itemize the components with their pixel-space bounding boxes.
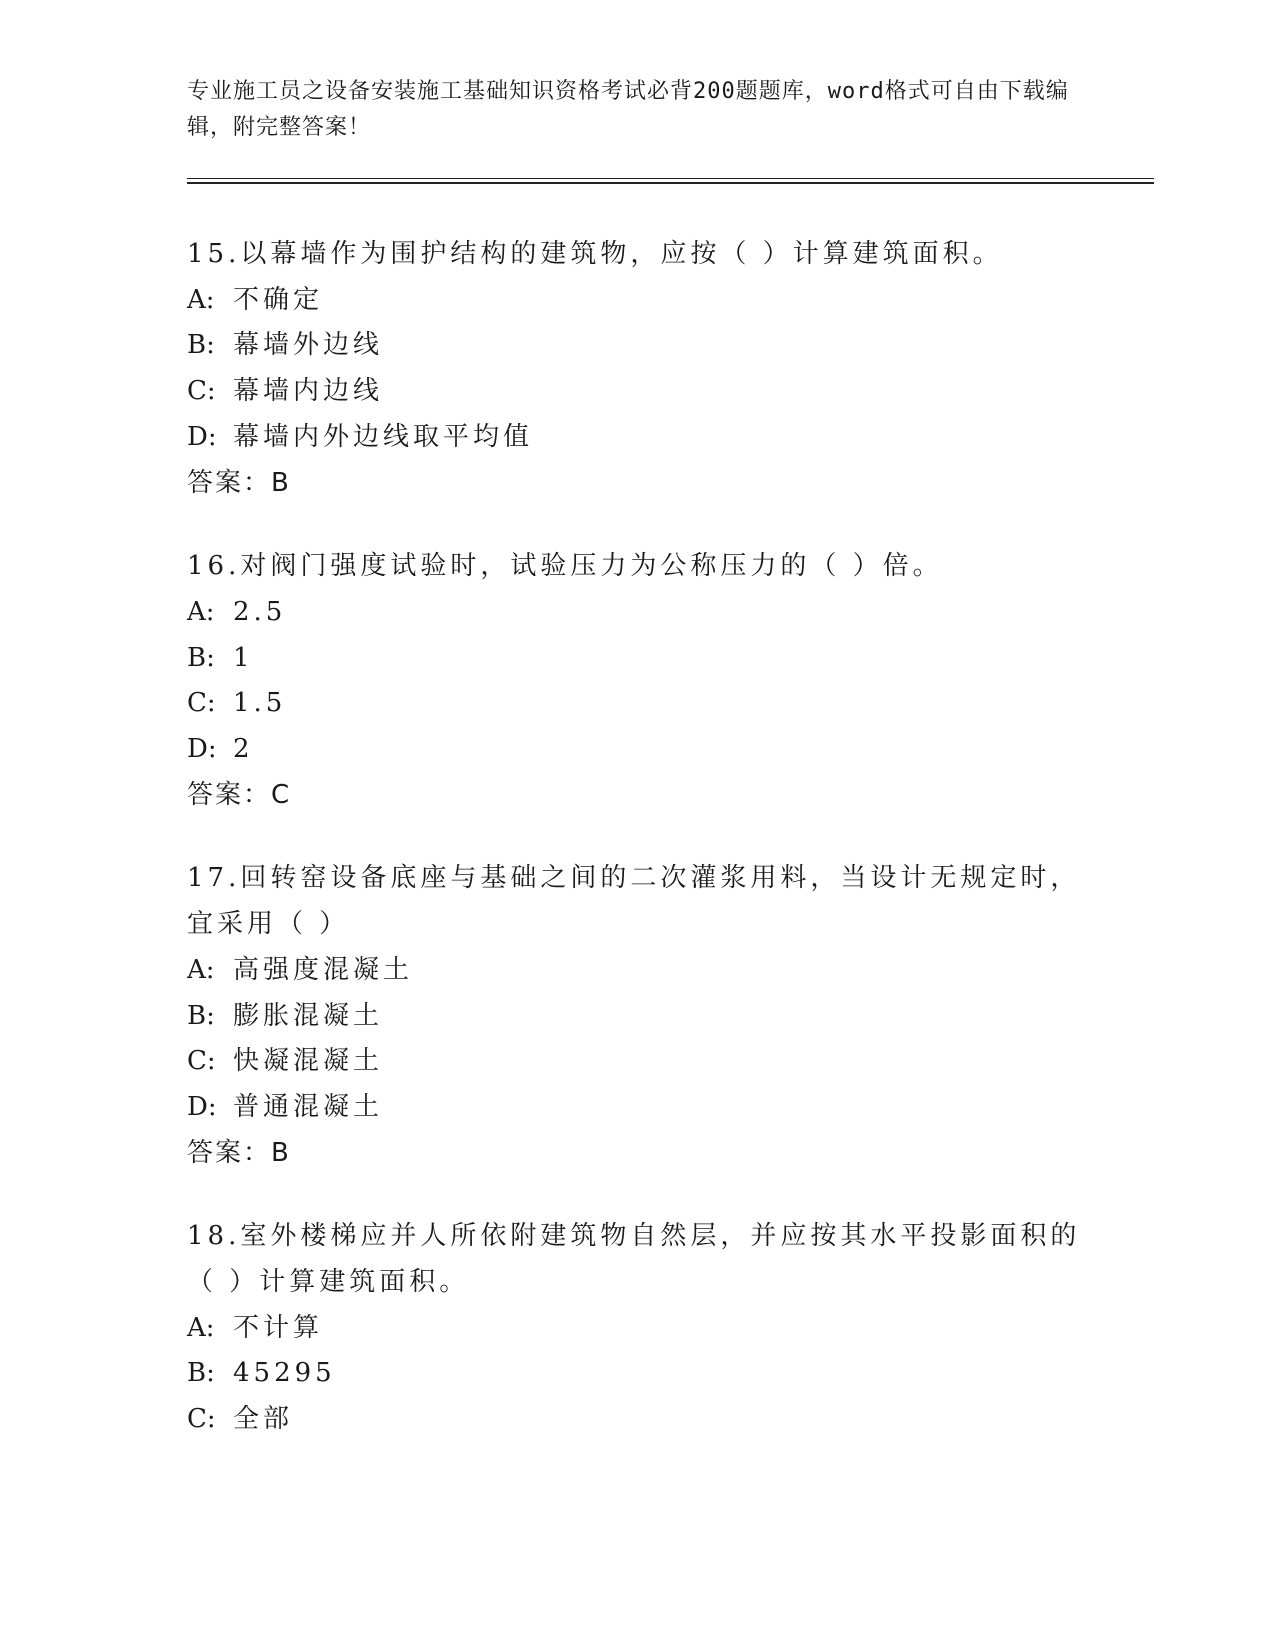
question-15 bbox=[187, 232, 1087, 506]
answer-line: 答案：C bbox=[187, 779, 292, 810]
option-label: A: bbox=[187, 596, 215, 627]
option-label: C: bbox=[187, 688, 216, 719]
option-text: 1 bbox=[233, 642, 254, 673]
option-label: C: bbox=[187, 1404, 216, 1435]
header-divider-thin bbox=[187, 178, 1154, 179]
option-text: 不确定 bbox=[233, 284, 324, 315]
option-c bbox=[187, 1039, 1087, 1085]
option-text: 幕墙外边线 bbox=[233, 330, 384, 361]
question-18 bbox=[187, 1214, 1087, 1443]
option-label: D: bbox=[187, 421, 217, 452]
question-stem: 17.回转窑设备底座与基础之间的二次灌浆用料，当设计无规定时，宜采用（ ） bbox=[187, 863, 1081, 940]
option-text: 1.5 bbox=[233, 688, 287, 719]
answer-line: 答案：B bbox=[187, 1137, 291, 1168]
option-label: B: bbox=[187, 1000, 215, 1031]
option-d bbox=[187, 415, 1087, 461]
question-list bbox=[187, 232, 1087, 1481]
question-stem: 16.对阀门强度试验时，试验压力为公称压力的（ ）倍。 bbox=[187, 551, 943, 582]
option-a bbox=[187, 948, 1087, 994]
option-label: B: bbox=[187, 642, 215, 673]
option-text: 膨胀混凝土 bbox=[233, 1000, 384, 1031]
question-16 bbox=[187, 544, 1087, 818]
option-label: A: bbox=[187, 1312, 215, 1343]
option-text: 2 bbox=[233, 734, 254, 765]
option-a bbox=[187, 590, 1087, 636]
option-text: 45295 bbox=[233, 1358, 336, 1389]
question-stem: 15.以幕墙作为围护结构的建筑物，应按（ ）计算建筑面积。 bbox=[187, 239, 1003, 269]
answer-line: 答案：B bbox=[187, 467, 291, 498]
option-c bbox=[187, 681, 1087, 727]
header-divider-thick bbox=[187, 182, 1154, 184]
option-label: C: bbox=[187, 1046, 216, 1077]
option-b bbox=[187, 323, 1087, 369]
option-text: 幕墙内边线 bbox=[233, 376, 384, 407]
option-a bbox=[187, 278, 1087, 324]
option-b bbox=[187, 636, 1087, 682]
option-text: 快凝混凝土 bbox=[233, 1046, 384, 1077]
option-text: 不计算 bbox=[233, 1312, 324, 1343]
option-label: D: bbox=[187, 1091, 217, 1122]
option-b bbox=[187, 1351, 1087, 1397]
option-label: A: bbox=[187, 954, 215, 985]
option-text: 2.5 bbox=[233, 596, 287, 627]
option-text: 普通混凝土 bbox=[233, 1091, 384, 1122]
option-label: B: bbox=[187, 330, 215, 361]
question-stem: 18.室外楼梯应并人所依附建筑物自然层，并应按其水平投影面积的（ ）计算建筑面积。 bbox=[187, 1221, 1081, 1298]
option-text: 全部 bbox=[233, 1404, 294, 1435]
option-c bbox=[187, 369, 1087, 415]
option-label: D: bbox=[187, 734, 217, 765]
option-text: 高强度混凝土 bbox=[233, 954, 414, 985]
document-header: 专业施工员之设备安装施工基础知识资格考试必背200题题库，word格式可自由下载编辑，附完整答案！ bbox=[187, 79, 1069, 140]
option-text: 幕墙内外边线取平均值 bbox=[233, 421, 534, 452]
option-label: C: bbox=[187, 376, 216, 407]
option-b bbox=[187, 994, 1087, 1040]
option-d bbox=[187, 1085, 1087, 1131]
option-label: A: bbox=[187, 284, 215, 315]
question-17 bbox=[187, 856, 1087, 1176]
option-a bbox=[187, 1306, 1087, 1352]
option-label: B: bbox=[187, 1358, 215, 1389]
option-d bbox=[187, 727, 1087, 773]
option-c bbox=[187, 1397, 1087, 1443]
